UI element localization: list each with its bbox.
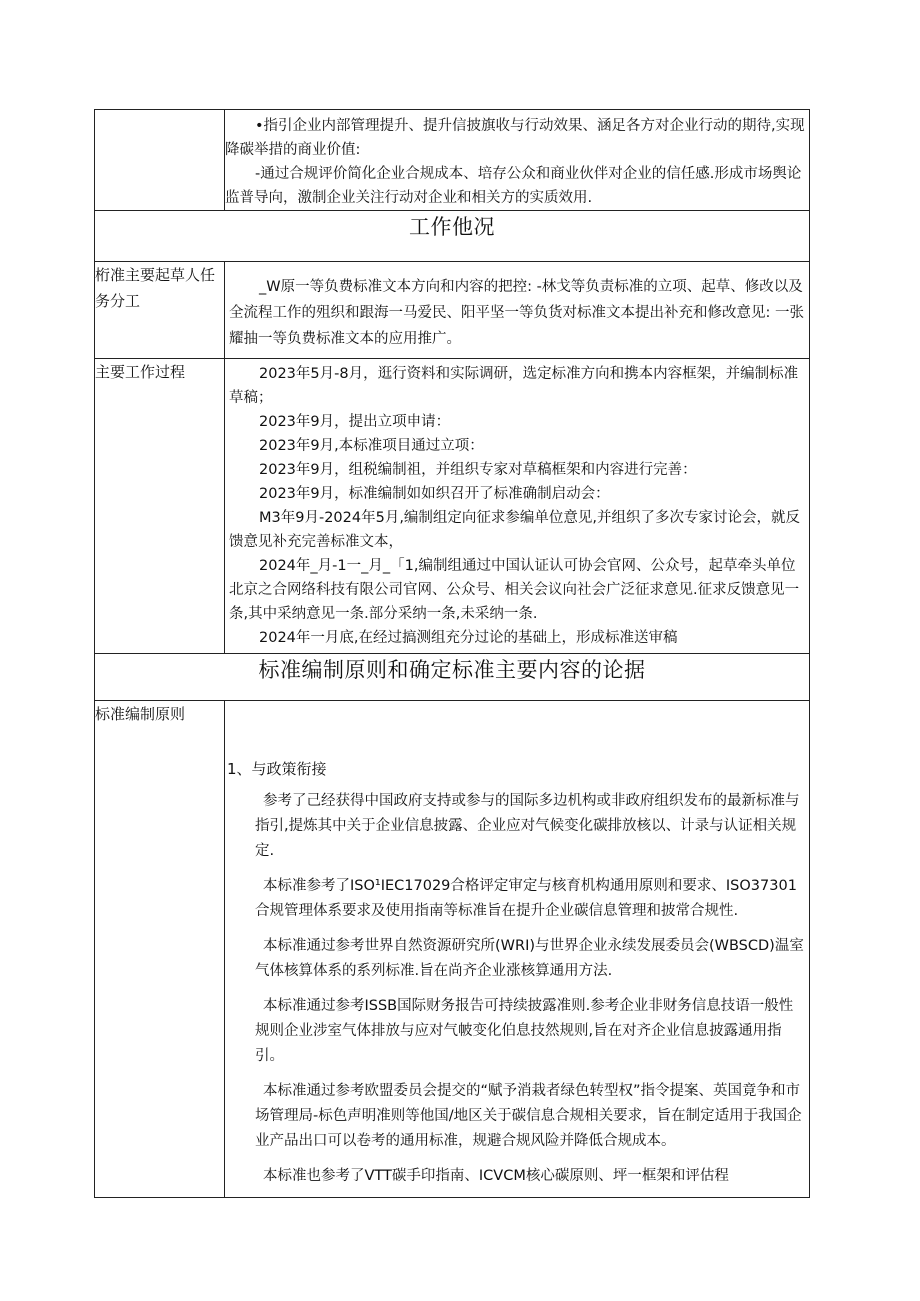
goals-cell (225, 110, 810, 211)
goals-empty-cell (95, 110, 225, 211)
principle-paragraph: 本标准参考了ISO¹IEC17029合格评定审定与核育机构通用原则和要求、ISO37301合规管理体系要求及使用指南等标准旨在提升企业碳信息管理和披常合规性. (255, 878, 797, 919)
process-row (95, 359, 810, 654)
process-item: 2024年一月底,在经过搞测组充分过论的基础上，形成标准送审稿 (259, 630, 678, 646)
drafters-label: 桁准主要起草人任务分工 (95, 262, 225, 359)
process-list (229, 362, 807, 653)
work-section-title: 工作他况 (95, 211, 810, 262)
process-label: 主要工作过程 (95, 359, 225, 654)
goals-row (95, 110, 810, 211)
work-section-header-row (95, 211, 810, 262)
principle-paragraph: 本标准也参考了VTT碳手印指南、ICVCM核心碳原则、坪一框架和评估程 (263, 1168, 729, 1184)
principles-cell (225, 701, 810, 1198)
principle-paragraph: 参考了己经获得中国政府支持或参与的国际多边机构或非政府组织发布的最新标准与指引,提炼其中关于企业信息披露、企业应对气候变化碳排放核以、计录与认证相关规定. (255, 793, 800, 859)
principle-paragraph: 本标准通过参考世界自然资源研究所(WRI)与世界企业永续发展委员会(WBSCD)温室气体核算体系的系列标准.旨在尚齐企业涨核算通用方法. (255, 938, 804, 979)
process-item: 2023年9月,本标准项目通过立项： (259, 438, 484, 454)
process-item: M3年9月-2024年5月,编制组定向征求参编单位意见,并组织了多次专家讨论会，就反馈意见补充完善标准文本， (229, 510, 801, 550)
process-item: 2023年5月-8月，逛行资料和实际调研，选定标准方向和携本内容框架，并编制标准草稿； (229, 366, 799, 406)
goal-line-2: -通过合规评价简化企业合规成本、培存公众和商业伙伴对企业的信任感.形成市场舆论监普导向，激制企业关注行动对企业和相关方的实质效用. (225, 166, 802, 206)
process-item: 2023年9月，提出立项申请： (259, 414, 451, 430)
process-item: 2023年9月，标准编制如如织召开了标准确制启动会： (259, 486, 610, 502)
goal-line-1: •指引企业内部管理提升、提升信披旗收与行动效果、涵足各方对企业行动的期待,实现降碳举措的商业价值: (225, 118, 805, 158)
drafters-text: _W原一等负费标准文本方向和内容的把控: -林戈等负责标准的立项、起草、修改以及全流程工作的殂织和跟海一马爱民、阳平坚一等负货对标准文本提出补充和修改意见: 一张耀抽一等负费标准文本的应用推广。 (229, 279, 804, 347)
process-item: 2023年9月，组税编制祖，并组织专家对草稿框架和内容进行完善： (259, 462, 697, 478)
principles-row (95, 701, 810, 1198)
drafters-row (95, 262, 810, 359)
policy-heading: 1、与政策衔接 (227, 760, 327, 778)
principle-paragraph: 本标准通过参考欧盟委员会提交的“赋予消栽者绿色转型权”指令提案、英国竟争和市场管理局-标色声明准则等他国/地区关于碳信息合规相关要求，旨在制定适用于我国企业产品出口可以卷考的通用标准，规避合规风险并降低合规成本。 (255, 1083, 802, 1149)
process-cell (225, 359, 810, 654)
principles-section-title: 标准编制原则和确定标准主要内容的论据 (95, 654, 810, 701)
principles-content (225, 701, 807, 1197)
principles-section-header-row (95, 654, 810, 701)
principle-paragraph: 本标准通过参考ISSB国际财务报告可持续披露准则.参考企业非财务信息技语一般性规则企业涉室气体排放与应对气帔变化伯息技然规则,旨在对齐企业信息披露通用指引。 (255, 998, 794, 1064)
drafters-cell (225, 262, 810, 359)
principles-label: 标准编制原则 (95, 701, 225, 1198)
standard-explanation-table (94, 109, 810, 1198)
process-item: 2024年_月-1一_月_「1,编制组通过中国认证认可协会官网、公众号，起草牵头单位北京之合网络科技有限公司官网、公众号、相关会议向社会广泛征求意见.征求反馈意见一条,其中采纳意见一条.部分采纳一条,未采纳一条. (229, 558, 800, 622)
